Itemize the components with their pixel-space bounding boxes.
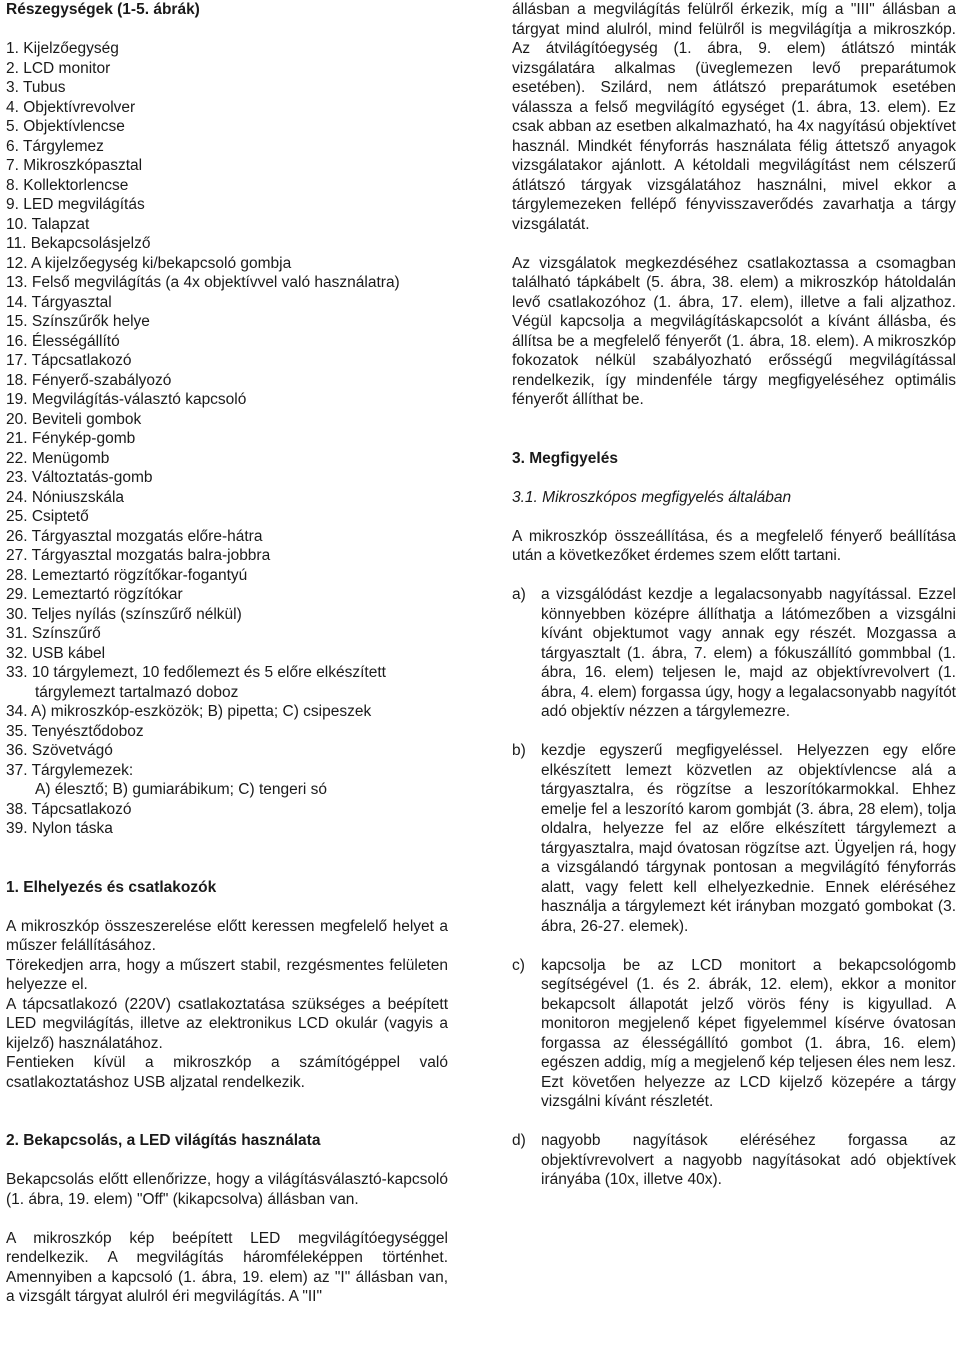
list-item: 26. Tárgyasztal mozgatás előre-hátra	[6, 527, 263, 545]
list-item: 9. LED megvilágítás	[6, 196, 145, 213]
right-column	[512, 0, 956, 1190]
list-item	[6, 761, 448, 800]
step-label: b)	[512, 742, 526, 759]
section-1-paragraph: A mikroszkóp összeszerelése előtt keressen megfelelő helyet a műszer felállításához.	[6, 917, 448, 954]
list-item: 35. Tenyésztődoboz	[6, 722, 144, 740]
step-label: c)	[512, 956, 525, 974]
list-item: 10. Talapzat	[6, 215, 90, 233]
list-item: 6. Tárgylemez	[6, 137, 104, 155]
list-item: 25. Csiptető	[6, 508, 89, 525]
list-item: 23. Változtatás-gomb	[6, 469, 153, 486]
list-item: 21. Fénykép-gomb	[6, 430, 136, 447]
list-item: 8. Kollektorlencse	[6, 176, 129, 194]
list-item-continuation: tárgylemezt tartalmazó doboz	[35, 683, 239, 701]
section-3-1-intro: A mikroszkóp összeállítása, és a megfelelő fényerő beállítása után a következőket érdemes szem előtt tartani.	[512, 527, 956, 564]
list-item: 32. USB kábel	[6, 644, 106, 662]
list-item: 7. Mikroszkópasztal	[6, 157, 143, 174]
list-item: 1. Kijelzőegység	[6, 40, 119, 57]
list-item: 13. Felső megvilágítás (a 4x objektívvel való használatra)	[6, 274, 400, 291]
list-item: 19. Megvilágítás-választó kapcsoló	[6, 391, 247, 408]
parts-list	[6, 39, 448, 839]
list-item: 20. Beviteli gombok	[6, 410, 142, 428]
list-item: 22. Menügomb	[6, 449, 110, 467]
left-column	[6, 0, 448, 1307]
list-item: 31. Színszűrő	[6, 625, 101, 642]
step-label: a)	[512, 586, 526, 603]
section-1-paragraph: Fentieken kívül a mikroszkóp a számítógéppel való csatlakoztatáshoz USB aljzatal rendelkezik.	[6, 1054, 448, 1091]
section-3-heading: 3. Megfigyelés	[512, 449, 618, 467]
list-item: 17. Tápcsatlakozó	[6, 352, 132, 369]
list-item: 39. Nylon táska	[6, 820, 113, 837]
step-item	[512, 585, 956, 722]
list-item: 16. Élességállító	[6, 332, 120, 350]
step-text: kapcsolja be az LCD monitort a bekapcsológomb segítségével (1. és 2. ábrák, 12. elem), ekkor a monitor bekapcsolt állapotát jelző vörös fény is kigyullad. A monitoron megjelenő képet figyelemmel kísérve óvatosan forgassa az élességállító gombot (1. ábra, 16. elem) egészen addig, míg a megjelenő kép teljesen éles nem lesz. Ezt követően helyezze az LCD kijelző közepére a tárgy vizsgálni kívánt részletét.	[541, 956, 956, 1110]
section-2-paragraph: A mikroszkóp kép beépített LED megvilágítóegységgel rendelkezik. A megvilágítás háromféleképpen történhet. Amennyiben a kapcsoló (1. ábra, 19. elem) az "I" állásban van, a vizsgált tárgyat alulról éri megvilágítás. A "II"	[6, 1229, 448, 1305]
section-2-heading: 2. Bekapcsolás, a LED világítás használata	[6, 1132, 321, 1149]
step-text: nagyobb nagyítások eléréséhez forgassa az objektívrevolvert a nagyobb nagyításokat adó objektívek irányába (10x, illetve 40x).	[541, 1132, 956, 1188]
list-item-continuation: A) élesztő; B) gumiarábikum; C) tengeri só	[35, 781, 328, 798]
list-item: 29. Lemeztartó rögzítókar	[6, 586, 183, 603]
list-item: 18. Fényerő-szabályozó	[6, 371, 172, 389]
list-item-line: 37. Tárgylemezek:	[6, 761, 134, 779]
section-1-heading: 1. Elhelyezés és csatlakozók	[6, 878, 217, 896]
list-item: 15. Színszűrők helye	[6, 313, 150, 330]
list-item: 34. A) mikroszkóp-eszközök; B) pipetta; C) csipeszek	[6, 703, 372, 720]
list-item: 27. Tárgyasztal mozgatás balra-jobbra	[6, 547, 271, 564]
list-item: 4. Objektívrevolver	[6, 98, 136, 116]
list-item: 30. Teljes nyílás (színszűrő nélkül)	[6, 605, 242, 623]
step-text: kezdje egyszerű megfigyeléssel. Helyezzen egy előre elkészített lemezt közvetlen az objektívlencse alá a tárgyasztalra, és rögzítse a leszorítókarmokkal. Ehhez emelje fel a leszorító karom gombját (3. ábra, 28 elem), tolja oldalra, helyezze fel az előre elkészített tárgylemezt a tárgyasztalra, majd óvatosan rögzítse azt. Ügyeljen rá, hogy a vizsgálandó tárgynak pontosan a megvilágító fényforrás alatt, vagy felett kell elhelyezkednie. Ennek eléréséhez használja a tárgylemezt két irányban mozgató gombokat (3. ábra, 26-27. elemek).	[541, 742, 956, 935]
list-item: 3. Tubus	[6, 79, 66, 96]
section-2-paragraph: Bekapcsolás előtt ellenőrizze, hogy a világításválasztó-kapcsoló (1. ábra, 19. elem) "Off" (kikapcsolva) állásban van.	[6, 1171, 448, 1208]
parts-heading: Részegységek (1-5. ábrák)	[6, 1, 200, 18]
list-item: 2. LCD monitor	[6, 59, 111, 77]
list-item: 12. A kijelzőegység ki/bekapcsoló gombja	[6, 254, 292, 272]
power-paragraph: Az vizsgálatok megkezdéséhez csatlakoztassa a csomagban található tápkábelt (5. ábra, 38. elem) a mikroszkóp hátoldalán levő csatlakozóhoz (1. ábra, 17. elem), illetve a fali aljzathoz. Végül kapcsolja a megvilágításkapcsolót a kívánt állásba, és állítsa be a megfelelő fényerőt (1. ábra, 18. elem). A mikroszkóp fokozatok nélkül szabályozható erősségű megvilágítással rendelkezik, így mindenféle tárgy megfigyeléséhez optimális fényerőt állíthat be.	[512, 254, 956, 408]
step-text: a vizsgálódást kezdje a legalacsonyabb nagyítással. Ezzel könnyebben középre állíthatja a látómezőben a vizsgálni kívánt objektumot vagy annak egy részét. Mozgassa a tárgyasztalt (1. ábra, 7. elem) a fókuszállító gommbbal (1. ábra, 16. elem) teljesen le, majd az objektívrevolvert (1. ábra, 4. elem) forgassa úgy, hogy a legalacsonyabb nagyítót adó objektív nézzen a tárgylemezre.	[541, 586, 956, 720]
list-item: 11. Bekapcsolásjelző	[6, 235, 151, 252]
step-label: d)	[512, 1132, 526, 1149]
list-item: 38. Tápcsatlakozó	[6, 800, 132, 818]
lighting-paragraph: állásban a megvilágítás felülről érkezik, míg a "III" állásban a tárgyat mind alulról, mind felülről is megvilágítja a mikroszkóp. Az átvilágítóegység (1. ábra, 9. elem) átlátszó minták vizsgálatára alkalmas (üveglemezen levő preparátumok esetében). Szilárd, nem átlátszó preparátumok esetében válassza a felső megvilágító egységet (1. ábra, 13. elem). Ez csak abban az esetben alkalmazható, ha 4x nagyítású objektívet használ. Mindkét fényforrás használata félig áttetsző anyagok vizsgálatakor ajánlott. A kétoldali megvilágítást nem célszerű átlátszó tárgyak vizsgálatához használni, mivel ekkor a tárgylemezeken fellépő fényvisszaverődés zavarhatja a tárgy vizsgálatát.	[512, 1, 956, 233]
step-item	[512, 1131, 956, 1190]
section-1-paragraph: Törekedjen arra, hogy a műszert stabil, rezgésmentes felületen helyezze el.	[6, 956, 448, 993]
list-item: 24. Nóniuszskála	[6, 488, 125, 506]
step-item	[512, 956, 956, 1112]
list-item: 28. Lemeztartó rögzítőkar-fogantyú	[6, 566, 248, 584]
list-item-line: 33. 10 tárgylemezt, 10 fedőlemezt és 5 előre elkészített	[6, 664, 386, 681]
list-item: 36. Szövetvágó	[6, 742, 113, 759]
list-item: 5. Objektívlencse	[6, 118, 125, 135]
step-item	[512, 741, 956, 936]
section-3-1-heading: 3.1. Mikroszkópos megfigyelés általában	[512, 488, 792, 506]
list-item: 14. Tárgyasztal	[6, 293, 112, 311]
section-1-paragraph: A tápcsatlakozó (220V) csatlakoztatása szükséges a beépített LED megvilágítás, illetve az elektronikus LCD okulár (vagyis a kijelző) használatához.	[6, 995, 448, 1052]
list-item	[6, 663, 448, 702]
